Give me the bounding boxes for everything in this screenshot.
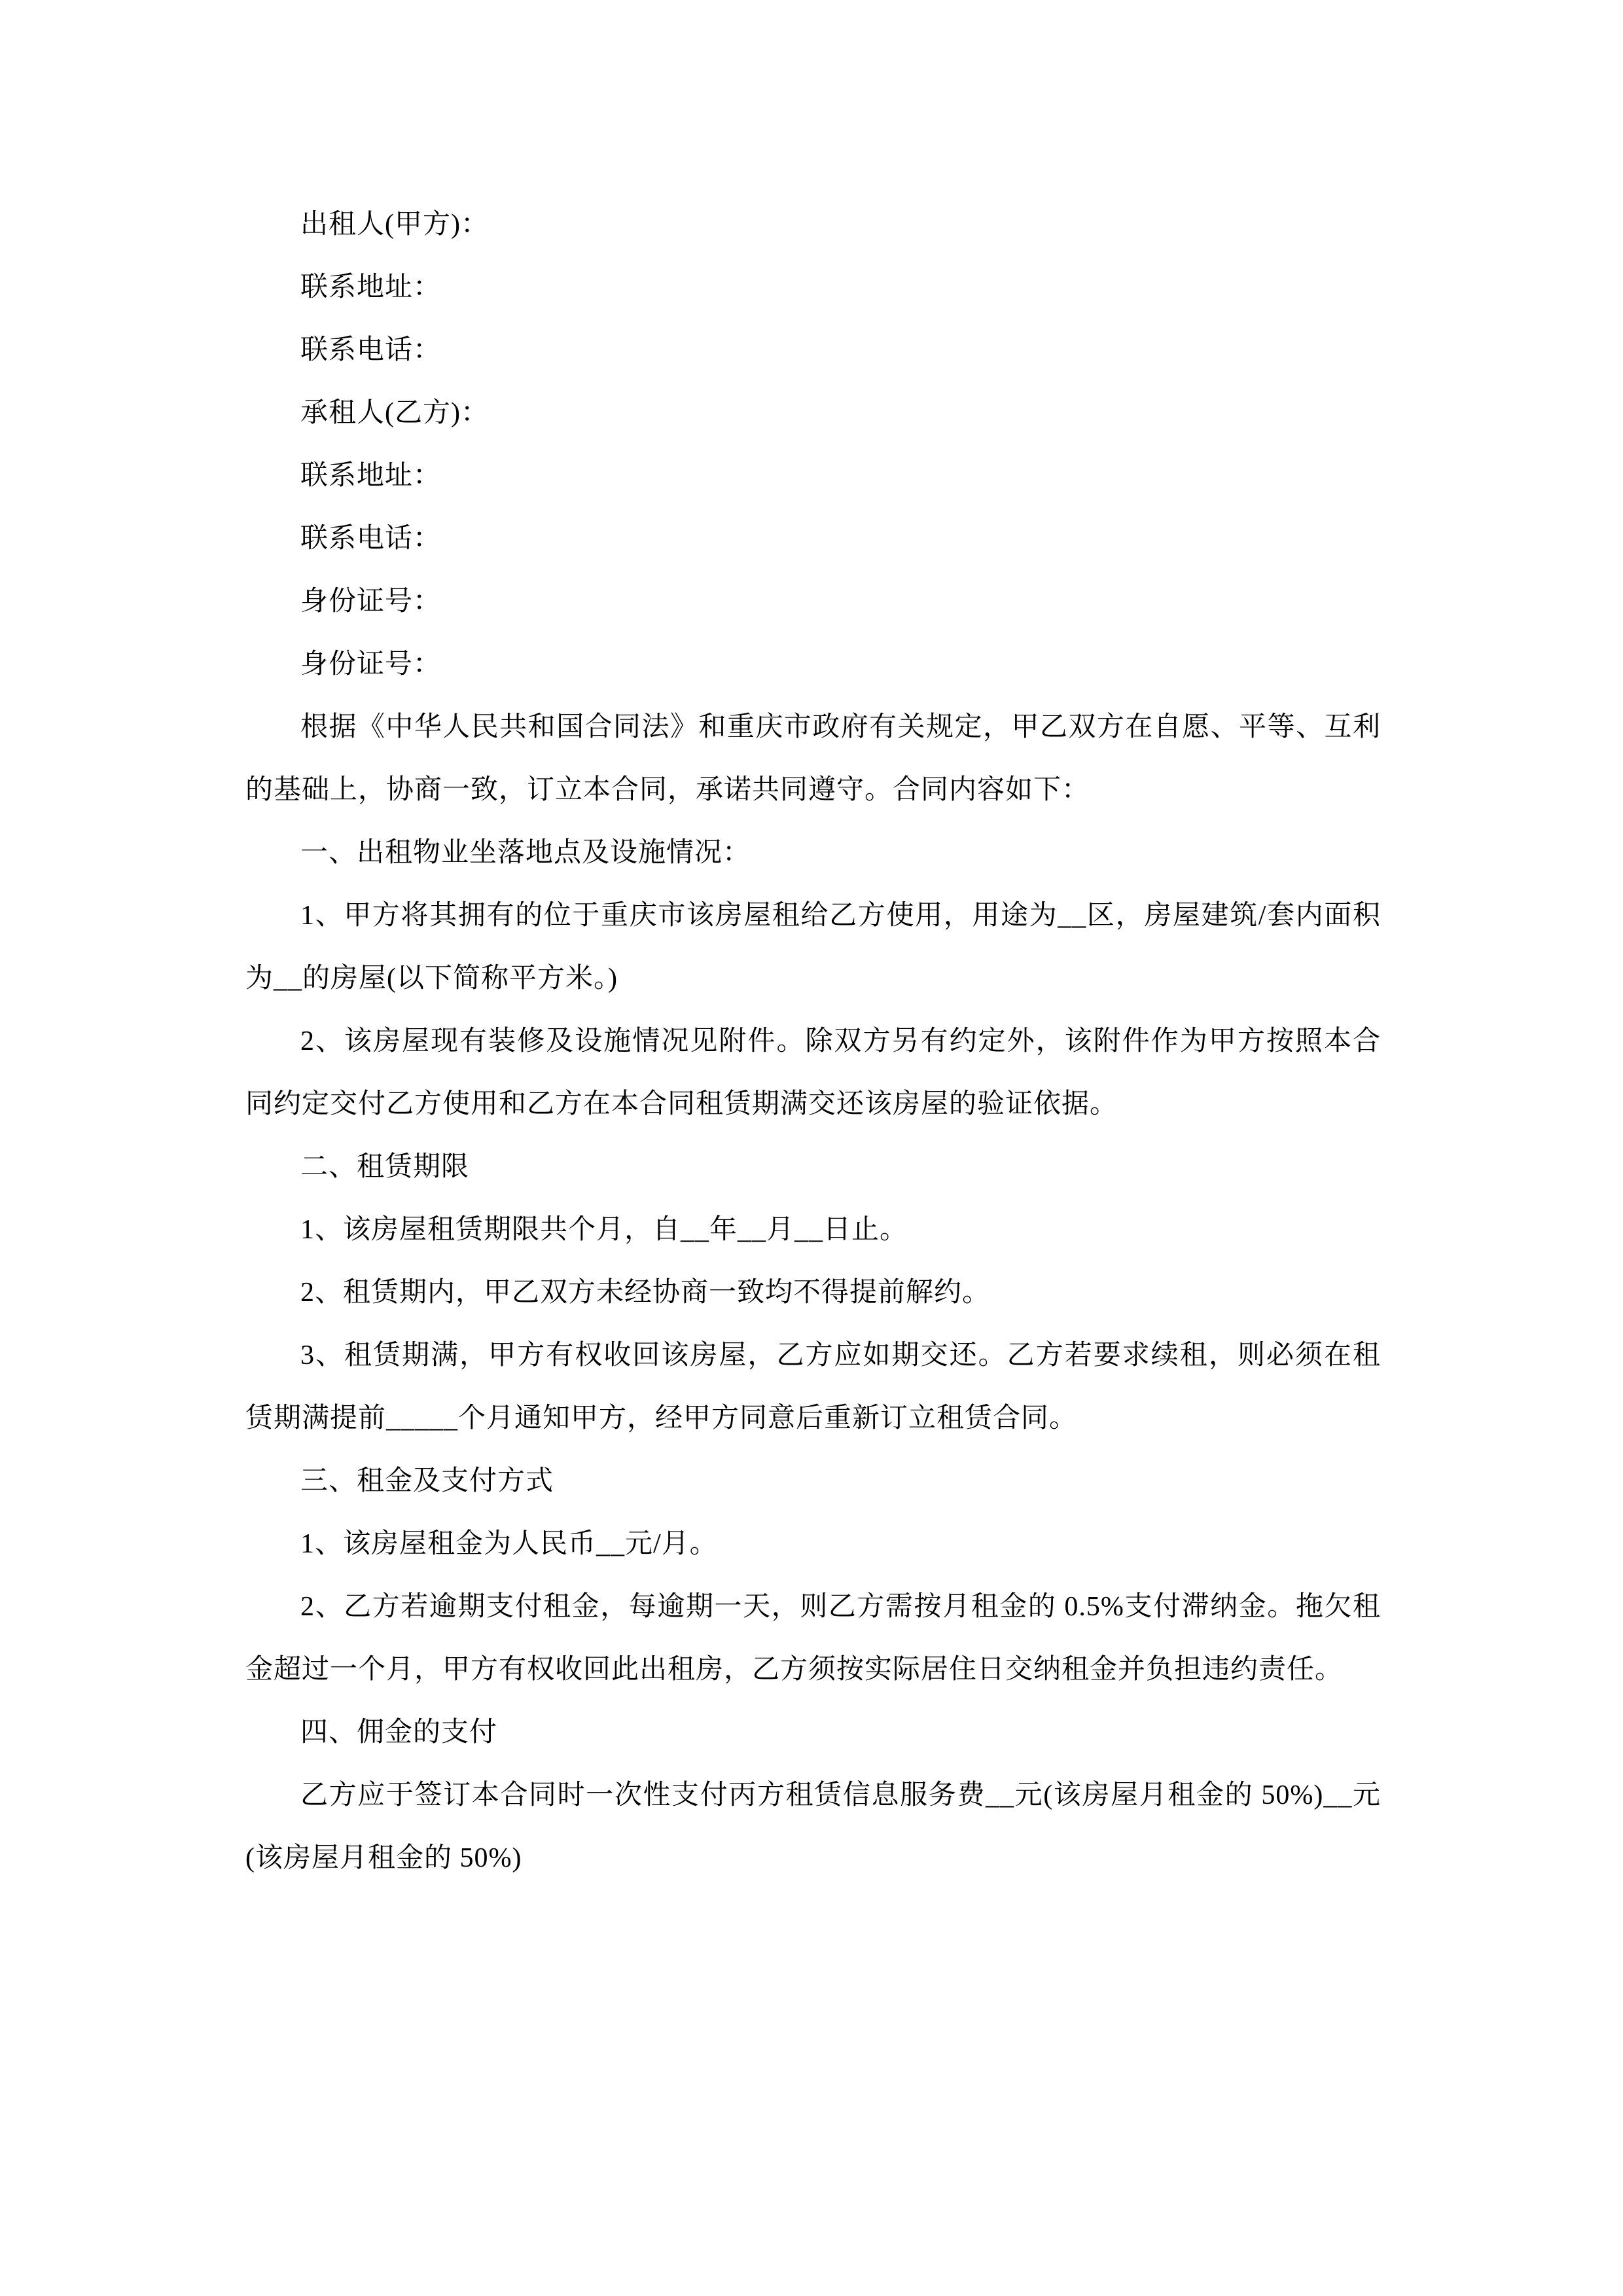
field-lessee-phone: 联系电话： — [300, 524, 442, 554]
section-1-clause-2: 2、该房屋现有装修及设施情况见附件。除双方另有约定外，该附件作为甲方按照本合同约定交付乙方使用和乙方在本合同租赁期满交还该房屋的验证依据。 — [245, 1026, 1381, 1119]
section-4-heading: 四、佣金的支付 — [300, 1717, 498, 1748]
section-2-clause-1: 1、该房屋租赁期限共个月，自__年__月__日止。 — [300, 1215, 908, 1245]
section-3-clause-1: 1、该房屋租金为人民币__元/月。 — [300, 1529, 718, 1559]
section-2-clause-2: 2、租赁期内，甲乙双方未经协商一致均不得提前解约。 — [300, 1278, 991, 1308]
field-lessor-address: 联系地址： — [300, 272, 442, 302]
field-lessor-phone: 联系电话： — [300, 335, 442, 365]
field-lessee: 承租人(乙方)： — [300, 398, 489, 428]
section-1-clause-1: 1、甲方将其拥有的位于重庆市该房屋租给乙方使用，用途为__区，房屋建筑/套内面积为__的房屋(以下简称平方米。) — [245, 901, 1381, 994]
section-2-clause-3: 3、租赁期满，甲方有权收回该房屋，乙方应如期交还。乙方若要求续租，则必须在租赁期满提前_____个月通知甲方，经甲方同意后重新订立租赁合同。 — [245, 1340, 1381, 1433]
field-id-number-1: 身份证号： — [300, 586, 442, 617]
section-3-heading: 三、租金及支付方式 — [300, 1466, 554, 1496]
preamble-paragraph: 根据《中华人民共和国合同法》和重庆市政府有关规定，甲乙双方在自愿、平等、互利的基础上，协商一致，订立本合同，承诺共同遵守。合同内容如下： — [245, 712, 1381, 805]
section-2-heading: 二、租赁期限 — [300, 1152, 470, 1182]
section-4-clause-1: 乙方应于签订本合同时一次性支付丙方租赁信息服务费__元(该房屋月租金的 50%)__元(该房屋月租金的 50%) — [245, 1780, 1381, 1873]
field-id-number-2: 身份证号： — [300, 649, 442, 679]
field-lessor: 出租人(甲方)： — [300, 209, 489, 240]
field-lessee-address: 联系地址： — [300, 461, 442, 491]
section-3-clause-2: 2、乙方若逾期支付租金，每逾期一天，则乙方需按月租金的 0.5%支付滞纳金。拖欠租金超过一个月，甲方有权收回此出租房，乙方须按实际居住日交纳租金并负担违约责任。 — [245, 1592, 1381, 1685]
contract-body — [245, 193, 1381, 1890]
section-1-heading: 一、出租物业坐落地点及设施情况： — [300, 838, 751, 868]
